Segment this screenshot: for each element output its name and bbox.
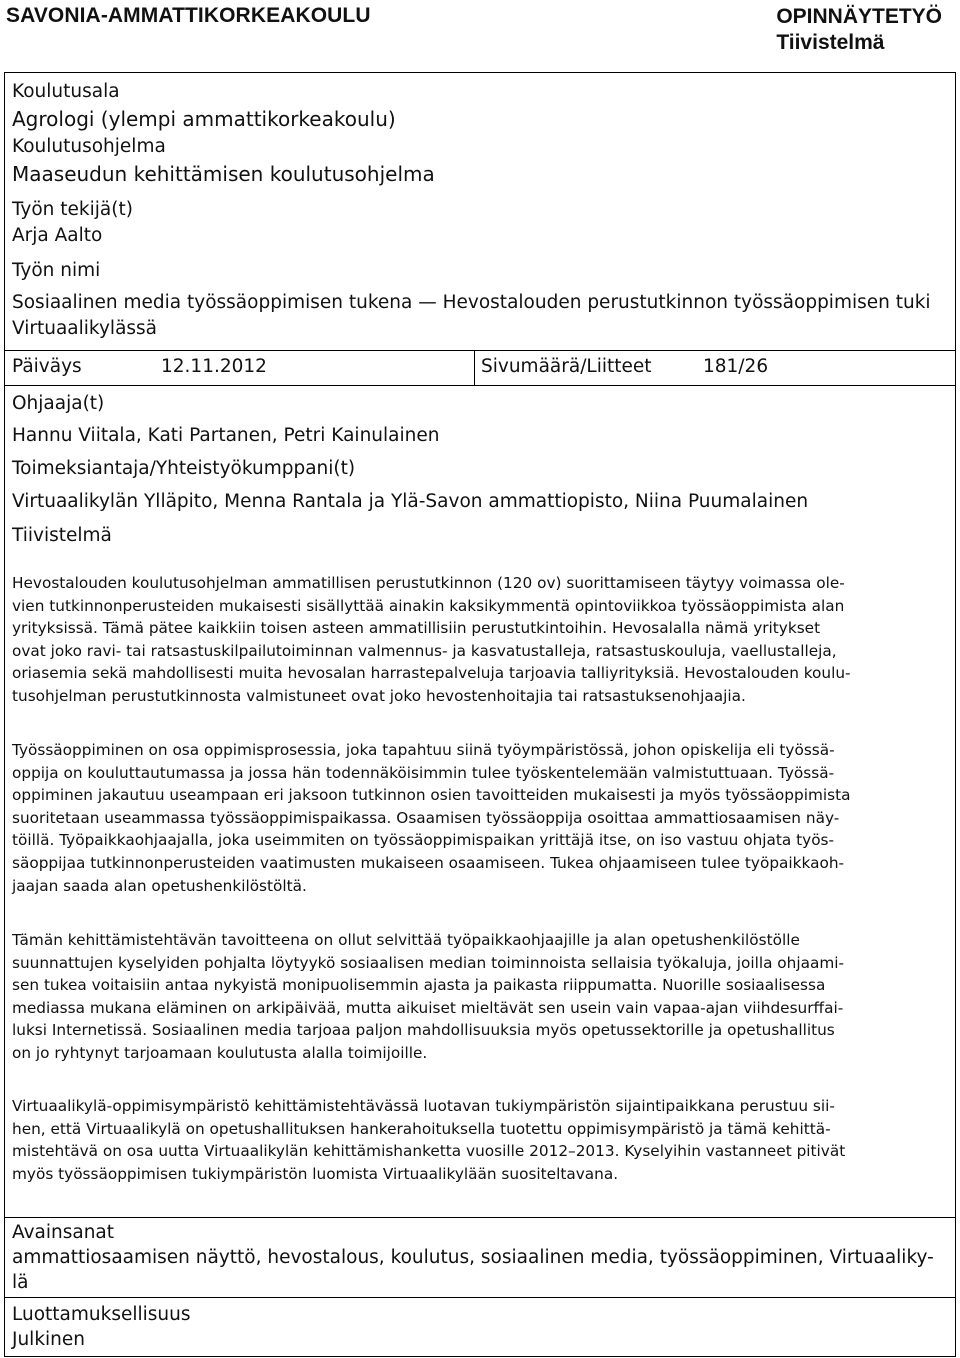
abstract-line: sen tukea voitaisiin antaa nykyistä monipuolisemmin ajasta ja paikasta riippumatta. Nuorille sosiaalisessa [12, 976, 826, 995]
abstract-line: Työssäoppiminen on osa oppimisprosessia, joka tapahtuu siinä työympäristössä, johon opiskelija eli työssä- [12, 741, 835, 759]
abstract-line: oppiminen jakautuu useampaan eri jaksoon tutkinnon osien tavoitteiden mukaisesti ja myös työssäoppimista [12, 786, 851, 805]
abstract-line: mediassa mukana eläminen on arkipäivää, mutta aikuiset mieltävät sen usein vain vapaa-ajan viihdesurffai- [12, 998, 844, 1017]
document-subtype: Tiivistelmä [776, 31, 885, 54]
tiivistelma-label: Tiivistelmä [12, 525, 112, 546]
abstract-line: oppija on kouluttautumassa ja jossa hän todennäköisimmin tulee työskentelemään valmistuttuaan. Työssä- [12, 763, 835, 782]
abstract-paragraph-3 [12, 929, 946, 1065]
divider-keywords [4, 1297, 956, 1298]
tekija-value: Arja Aalto [12, 225, 103, 246]
toimeksiantaja-value: Virtuaalikylän Ylläpito, Menna Rantala ja Ylä-Savon ammattiopisto, Niina Puumalainen [12, 491, 809, 512]
abstract-line: myös työssäoppimisen tukiympäristön luomista Virtuaalikylään suositeltavana. [12, 1164, 619, 1183]
abstract-line: on jo ryhtynyt tarjoamaan koulutusta alalla toimijoille. [12, 1043, 428, 1062]
paivays-value: 12.11.2012 [161, 356, 267, 377]
confidentiality-value: Julkinen [12, 1329, 86, 1350]
abstract-line: ovat joko ravi- tai ratsastuskilpailutoiminnan valmennus- ja kasvatustalleja, ratsastuskouluja, vaellustalleja, [12, 641, 837, 660]
ohjaaja-value: Hannu Viitala, Kati Partanen, Petri Kainulainen [12, 425, 440, 446]
tekija-label: Työn tekijä(t) [12, 199, 133, 220]
keywords-line1: ammattiosaamisen näyttö, hevostalous, koulutus, sosiaalinen media, työssäoppiminen, Virtuaaliky- [12, 1247, 934, 1268]
document-type-block [776, 4, 942, 56]
abstract-line: Hevostalouden koulutusohjelman ammatillisen perustutkinnon (120 ov) suorittamiseen täytyy voimassa ole- [12, 574, 845, 592]
toimeksiantaja-label: Toimeksiantaja/Yhteistyökumppani(t) [12, 458, 356, 479]
document-type: OPINNÄYTETYÖ [776, 5, 942, 28]
divider-date [4, 385, 956, 386]
tyon-nimi-line1: Sosiaalinen media työssäoppimisen tukena — Hevostalouden perustutkinnon työssäoppimisen tuki [12, 292, 931, 313]
abstract-line: Virtuaalikylä-oppimisympäristö kehittämistehtävässä luotavan tukiympäristön sijaintipaikkana perustuu sii- [12, 1097, 835, 1115]
tyon-nimi-label: Työn nimi [12, 260, 101, 281]
abstract-line: luksi Internetissä. Sosiaalinen media tarjoaa paljon mahdollisuuksia myös opetussektorille ja opetushallitus [12, 1021, 835, 1040]
divider-abstract [4, 1217, 956, 1218]
abstract-line: mistehtävä on osa uutta Virtuaalikylän kehittämishanketta vuosille 2012–2013. Kyselyihin vastanneet pitivät [12, 1142, 846, 1161]
keywords-line2: lä [12, 1272, 29, 1293]
abstract-paragraph-2 [12, 739, 946, 897]
ohjaaja-label: Ohjaaja(t) [12, 393, 105, 414]
abstract-line: Tämän kehittämistehtävän tavoitteena on ollut selvittää työpaikkaohjaajille ja alan opetushenkilöstölle [12, 931, 800, 949]
abstract-line: hen, että Virtuaalikylä on opetushallituksen hankerahoituksella tuotettu oppimisympäristö ja tämä kehittä- [12, 1119, 831, 1138]
sivumaara-label: Sivumäärä/Liitteet [481, 356, 652, 377]
koulutusohjelma-value: Maaseudun kehittämisen koulutusohjelma [12, 162, 435, 186]
divider-date-pages [474, 350, 475, 385]
tyon-nimi-line2: Virtuaalikylässä [12, 318, 158, 339]
keywords-label: Avainsanat [12, 1222, 115, 1243]
divider-title [4, 350, 956, 351]
abstract-line: vien tutkinnonperusteiden mukaisesti sisällyttää ainakin kaksikymmentä opintoviikkoa työssäoppimista alan [12, 596, 845, 615]
paivays-label: Päiväys [12, 356, 82, 377]
abstract-line: jaajan saada alan opetushenkilöstöltä. [12, 876, 307, 895]
abstract-line: suoritetaan useammassa työssäoppimispaikassa. Osaamisen työssäoppija osoittaa ammattiosaamisen näy- [12, 808, 840, 827]
abstract-line: oriasemia sekä mahdollisesti muita hevosalan harrastepalveluja tarjoavia talliyrityksiä. Hevostalouden koulu- [12, 664, 851, 683]
abstract-paragraph-1 [12, 572, 946, 708]
abstract-line: säoppijaa tutkinnonperusteiden vaatimusten mukaiseen osaamiseen. Tukea ohjaamiseen tulee työpaikkaoh- [12, 853, 845, 872]
koulutusohjelma-label: Koulutusohjelma [12, 136, 166, 157]
abstract-paragraph-4 [12, 1095, 946, 1185]
school-name: SAVONIA-AMMATTIKORKEAKOULU [6, 4, 371, 27]
confidentiality-label: Luottamuksellisuus [12, 1304, 191, 1325]
abstract-line: töillä. Työpaikkaohjaajalla, joka useimmiten on työssäoppimispaikan yrittäjä itse, on iso vastuu ohjata työs- [12, 831, 835, 850]
koulutusala-value: Agrologi (ylempi ammattikorkeakoulu) [12, 107, 396, 131]
abstract-line: tusohjelman perustutkinnosta valmistuneet ovat joko hevostenhoitajia tai ratsastuksenohjaajia. [12, 686, 746, 705]
abstract-line: suunnattujen kyselyiden pohjalta löytyykö sosiaalisen median toiminnoista sellaisia työkaluja, joilla ohjaami- [12, 953, 845, 972]
sivumaara-value: 181/26 [703, 356, 769, 377]
koulutusala-label: Koulutusala [12, 81, 120, 102]
abstract-line: yrityksissä. Tämä pätee kaikkiin toisen asteen ammatillisiin perustutkintoihin. Hevosalalla nämä yritykset [12, 619, 821, 638]
